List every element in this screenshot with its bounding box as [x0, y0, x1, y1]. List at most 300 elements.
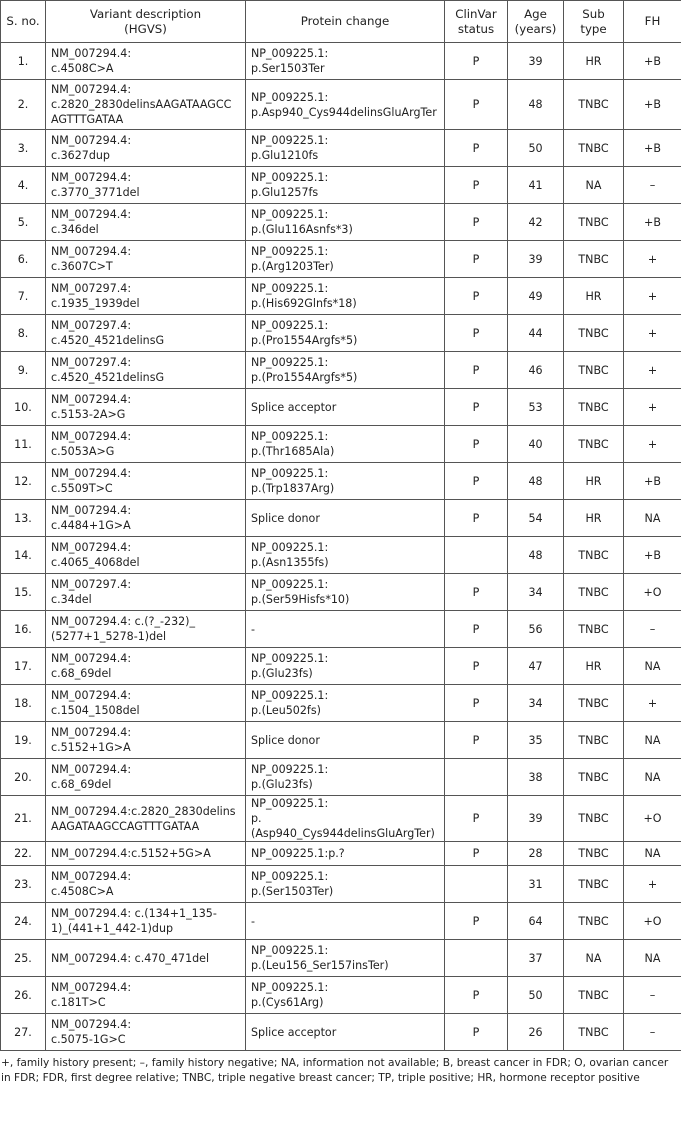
cell-age: [508, 241, 564, 278]
cell-clinvar-line: P: [472, 54, 480, 68]
cell-clinvar: [445, 611, 508, 648]
cell-sno: [1, 977, 46, 1014]
table-row: [1, 167, 681, 204]
cell-sno-line: 4.: [17, 178, 29, 192]
cell-fh: [624, 315, 681, 352]
cell-subtype-line: TNBC: [578, 1025, 609, 1039]
table-row: [1, 426, 681, 463]
col-header-subtype-line1: Sub: [582, 6, 605, 21]
cell-clinvar-line: P: [472, 1025, 480, 1039]
cell-protein-line: Splice donor: [251, 733, 320, 747]
cell-variant-line: AAGATAAGCCAGTTTGATAA: [51, 819, 200, 833]
cell-age: [508, 43, 564, 80]
col-header-age-line2: (years): [514, 21, 557, 36]
cell-fh-line: NA: [644, 847, 661, 860]
cell-variant: [46, 43, 246, 80]
cell-variant-line: NM_007294.4:: [51, 870, 132, 883]
cell-protein-line: p.(Ser59Hisfs*10): [251, 593, 350, 606]
cell-age: [508, 1014, 564, 1051]
cell-variant-line: c.4484+1G>A: [51, 519, 131, 532]
cell-protein-line: p.Ser1503Ter: [251, 62, 325, 75]
cell-protein: [246, 648, 445, 685]
cell-variant-line: NM_007294.4: c.(?_-232)_: [51, 615, 196, 628]
cell-protein-line: NP_009225.1:: [251, 578, 329, 591]
cell-fh-line: +: [647, 696, 658, 710]
cell-subtype: [564, 278, 624, 315]
cell-variant-line: c.1935_1939del: [51, 297, 140, 310]
table-row: [1, 241, 681, 278]
cell-sno-line: 6.: [17, 252, 29, 266]
cell-variant: [46, 463, 246, 500]
cell-fh: [624, 389, 681, 426]
cell-age-line: 38: [528, 770, 543, 784]
cell-protein-line: NP_009225.1:: [251, 981, 329, 994]
cell-protein-line: -: [251, 622, 256, 636]
cell-sno: [1, 389, 46, 426]
cell-age: [508, 315, 564, 352]
cell-protein-line: p.(Leu156_Ser157insTer): [251, 959, 389, 972]
cell-fh-line: NA: [644, 733, 661, 747]
table-row: [1, 685, 681, 722]
cell-clinvar-line: P: [472, 363, 480, 377]
cell-subtype: [564, 241, 624, 278]
cell-protein-line: p.(Leu502fs): [251, 704, 321, 717]
cell-clinvar: [445, 648, 508, 685]
cell-variant-line: c.34del: [51, 593, 92, 606]
cell-protein-line: p.(Asp940_Cys944delinsGluArgTer): [251, 812, 435, 840]
cell-variant-line: c.4520_4521delinsG: [51, 371, 165, 384]
cell-variant-line: AGTTTGATAA: [51, 113, 124, 126]
cell-fh-line: +O: [643, 914, 662, 928]
cell-variant: [46, 352, 246, 389]
cell-fh: [624, 204, 681, 241]
cell-fh-line: +: [647, 326, 658, 340]
cell-fh: [624, 722, 681, 759]
cell-age-line: 64: [528, 914, 543, 928]
cell-variant-line: NM_007294.4:: [51, 652, 132, 665]
cell-variant-line: NM_007297.4:: [51, 319, 132, 332]
cell-age-line: 49: [528, 289, 543, 303]
cell-subtype: [564, 537, 624, 574]
cell-clinvar: [445, 315, 508, 352]
cell-variant: [46, 500, 246, 537]
cell-variant: [46, 722, 246, 759]
cell-sno: [1, 204, 46, 241]
table-row: [1, 43, 681, 80]
cell-subtype: [564, 130, 624, 167]
cell-clinvar-line: P: [472, 474, 480, 488]
cell-subtype-line: TNBC: [578, 770, 609, 784]
cell-variant-line: c.2820_2830delinsAAGATAAGCC: [51, 98, 232, 111]
col-header-clinvar-line2: status: [457, 21, 495, 36]
cell-sno-line: 24.: [14, 914, 32, 928]
cell-clinvar: [445, 80, 508, 130]
cell-age-line: 35: [528, 733, 543, 747]
cell-clinvar-line: P: [472, 511, 480, 525]
cell-clinvar: [445, 685, 508, 722]
table-row: [1, 722, 681, 759]
cell-protein: [246, 574, 445, 611]
cell-age: [508, 866, 564, 903]
cell-subtype: [564, 648, 624, 685]
cell-protein: [246, 389, 445, 426]
table-body: [1, 43, 681, 1051]
cell-variant-line: NM_007294.4: c.(134+1_135-: [51, 907, 217, 920]
cell-variant-line: c.3770_3771del: [51, 186, 140, 199]
cell-fh-line: +O: [643, 585, 662, 599]
col-header-age-line1: Age: [524, 6, 547, 21]
cell-subtype: [564, 204, 624, 241]
cell-sno-line: 7.: [17, 289, 29, 303]
cell-protein: [246, 463, 445, 500]
cell-fh-line: +B: [644, 54, 661, 68]
cell-variant-line: NM_007294.4:: [51, 47, 132, 60]
cell-fh: [624, 278, 681, 315]
cell-variant-line: c.346del: [51, 223, 99, 236]
cell-clinvar-line: P: [472, 585, 480, 599]
cell-fh-line: +: [647, 252, 658, 266]
table-row: [1, 537, 681, 574]
cell-protein: [246, 352, 445, 389]
cell-subtype-line: HR: [585, 54, 602, 68]
cell-sno-line: 8.: [17, 326, 29, 340]
cell-variant: [46, 759, 246, 796]
cell-sno: [1, 759, 46, 796]
cell-age: [508, 537, 564, 574]
cell-subtype: [564, 796, 624, 842]
cell-variant: [46, 866, 246, 903]
cell-variant-line: c.5153-2A>G: [51, 408, 126, 421]
cell-sno: [1, 537, 46, 574]
cell-clinvar-line: P: [472, 437, 480, 451]
cell-variant: [46, 241, 246, 278]
cell-variant-line: c.3627dup: [51, 149, 110, 162]
cell-variant-line: c.68_69del: [51, 667, 112, 680]
cell-protein-line: NP_009225.1:p.?: [251, 847, 345, 860]
cell-sno: [1, 43, 46, 80]
table-row: [1, 940, 681, 977]
cell-protein: [246, 977, 445, 1014]
cell-fh: [624, 352, 681, 389]
cell-clinvar-line: P: [472, 178, 480, 192]
cell-fh-line: +B: [644, 548, 661, 562]
cell-variant-line: c.4508C>A: [51, 885, 114, 898]
cell-subtype-line: HR: [585, 659, 602, 673]
cell-variant: [46, 648, 246, 685]
cell-variant-line: NM_007294.4:: [51, 245, 132, 258]
cell-protein: [246, 940, 445, 977]
cell-subtype-line: TNBC: [578, 812, 609, 825]
cell-sno: [1, 80, 46, 130]
table-row: [1, 796, 681, 842]
cell-age-line: 42: [528, 215, 543, 229]
table-row: [1, 389, 681, 426]
cell-clinvar-line: P: [472, 914, 480, 928]
cell-clinvar: [445, 43, 508, 80]
cell-protein-line: NP_009225.1:: [251, 47, 329, 60]
cell-sno-line: 14.: [14, 548, 32, 562]
cell-sno: [1, 426, 46, 463]
col-header-subtype: [564, 1, 624, 43]
cell-subtype-line: TNBC: [578, 696, 609, 710]
cell-age-line: 44: [528, 326, 543, 340]
cell-subtype: [564, 977, 624, 1014]
cell-sno-line: 9.: [17, 363, 29, 377]
cell-subtype-line: TNBC: [578, 548, 609, 562]
cell-fh: [624, 903, 681, 940]
cell-protein-line: NP_009225.1:: [251, 541, 329, 554]
col-header-subtype-line2: type: [580, 21, 607, 36]
cell-subtype: [564, 167, 624, 204]
col-header-variant: [46, 1, 246, 43]
cell-fh: [624, 130, 681, 167]
cell-protein-line: p.(Arg1203Ter): [251, 260, 334, 273]
cell-variant-line: c.68_69del: [51, 778, 112, 791]
cell-fh: [624, 977, 681, 1014]
table-footnote: +, family history present; –, family history negative; NA, information not available; B, breast cancer in FDR; O, ovarian cancer in FDR; FDR, first degree relative; TNBC, triple negative breast cancer; TP, triple positive; HR, hormone receptor positive: [1, 1057, 669, 1084]
cell-fh: [624, 685, 681, 722]
cell-sno: [1, 463, 46, 500]
cell-fh: [624, 866, 681, 903]
cell-clinvar: [445, 940, 508, 977]
cell-variant-line: NM_007297.4:: [51, 356, 132, 369]
cell-age: [508, 759, 564, 796]
cell-variant-line: NM_007297.4:: [51, 578, 132, 591]
cell-fh-line: –: [649, 178, 656, 192]
cell-protein-line: Splice acceptor: [251, 1025, 337, 1039]
cell-clinvar: [445, 278, 508, 315]
cell-age: [508, 648, 564, 685]
cell-protein: [246, 241, 445, 278]
cell-subtype-line: HR: [585, 289, 602, 303]
cell-variant-line: c.1504_1508del: [51, 704, 140, 717]
cell-protein-line: NP_009225.1:: [251, 356, 329, 369]
cell-sno: [1, 796, 46, 842]
cell-fh: [624, 940, 681, 977]
cell-age: [508, 426, 564, 463]
cell-age-line: 28: [528, 847, 543, 860]
cell-variant-line: c.5152+1G>A: [51, 741, 131, 754]
cell-fh-line: +: [647, 877, 658, 891]
cell-clinvar-line: P: [472, 400, 480, 414]
table-row: [1, 500, 681, 537]
cell-clinvar: [445, 537, 508, 574]
cell-age-line: 31: [528, 877, 543, 891]
cell-fh: [624, 167, 681, 204]
cell-variant: [46, 1014, 246, 1051]
cell-sno-line: 17.: [14, 659, 32, 673]
cell-fh-line: +B: [644, 215, 661, 229]
cell-protein: [246, 903, 445, 940]
cell-sno: [1, 352, 46, 389]
cell-subtype-line: TNBC: [578, 622, 609, 636]
cell-sno-line: 26.: [14, 988, 32, 1002]
cell-clinvar: [445, 866, 508, 903]
cell-fh-line: NA: [644, 511, 661, 525]
cell-protein-line: NP_009225.1:: [251, 134, 329, 147]
col-header-variant-line2: (HGVS): [124, 21, 167, 36]
cell-sno: [1, 130, 46, 167]
cell-fh: [624, 611, 681, 648]
cell-variant-line: NM_007294.4:c.2820_2830delins: [51, 804, 236, 818]
cell-clinvar-line: P: [472, 847, 480, 860]
cell-protein: [246, 204, 445, 241]
cell-age-line: 41: [528, 178, 543, 192]
cell-sno: [1, 167, 46, 204]
cell-protein-line: p.(Asn1355fs): [251, 556, 329, 569]
cell-fh: [624, 796, 681, 842]
cell-sno-line: 10.: [14, 400, 32, 414]
cell-variant-line: NM_007294.4:: [51, 541, 132, 554]
cell-sno-line: 16.: [14, 622, 32, 636]
cell-variant: [46, 389, 246, 426]
cell-sno-line: 27.: [14, 1025, 32, 1039]
cell-variant: [46, 574, 246, 611]
cell-sno: [1, 903, 46, 940]
cell-fh: [624, 241, 681, 278]
table-row: [1, 611, 681, 648]
cell-sno: [1, 315, 46, 352]
table-row: [1, 648, 681, 685]
cell-subtype: [564, 352, 624, 389]
cell-fh-line: –: [649, 622, 656, 636]
cell-subtype: [564, 463, 624, 500]
cell-fh-line: +: [647, 363, 658, 377]
cell-protein-line: p.Glu1210fs: [251, 149, 319, 162]
cell-variant: [46, 685, 246, 722]
cell-subtype-line: TNBC: [578, 326, 609, 340]
table-row: [1, 315, 681, 352]
cell-protein-line: p.(Pro1554Argfs*5): [251, 334, 358, 347]
cell-protein-line: p.(Thr1685Ala): [251, 445, 335, 458]
cell-protein: [246, 43, 445, 80]
cell-protein-line: p.(Ser1503Ter): [251, 885, 334, 898]
col-header-age: [508, 1, 564, 43]
cell-variant-line: c.5509T>C: [51, 482, 113, 495]
cell-protein-line: p.(His692Glnfs*18): [251, 297, 357, 310]
cell-sno: [1, 241, 46, 278]
cell-protein-line: NP_009225.1:: [251, 467, 329, 480]
cell-protein: [246, 611, 445, 648]
cell-subtype: [564, 500, 624, 537]
cell-variant-line: NM_007294.4:: [51, 134, 132, 147]
cell-sno: [1, 842, 46, 866]
cell-clinvar: [445, 167, 508, 204]
cell-age-line: 47: [528, 659, 543, 673]
cell-age-line: 39: [528, 252, 543, 266]
cell-subtype: [564, 685, 624, 722]
cell-variant: [46, 611, 246, 648]
cell-variant-line: NM_007294.4:: [51, 763, 132, 776]
cell-age-line: 48: [528, 98, 543, 111]
cell-subtype: [564, 842, 624, 866]
cell-variant-line: NM_007294.4:c.5152+5G>A: [51, 847, 211, 860]
cell-subtype-line: NA: [585, 178, 602, 192]
cell-protein-line: p.Asp940_Cys944delinsGluArgTer: [251, 105, 437, 119]
table-row: [1, 80, 681, 130]
cell-variant: [46, 796, 246, 842]
cell-subtype: [564, 722, 624, 759]
cell-age: [508, 352, 564, 389]
cell-age: [508, 685, 564, 722]
cell-variant-line: NM_007294.4:: [51, 467, 132, 480]
cell-fh: [624, 426, 681, 463]
cell-subtype-line: NA: [585, 951, 602, 965]
cell-protein-line: NP_009225.1:: [251, 652, 329, 665]
cell-clinvar: [445, 389, 508, 426]
cell-variant-line: c.181T>C: [51, 996, 106, 1009]
cell-protein: [246, 167, 445, 204]
cell-sno: [1, 1014, 46, 1051]
cell-subtype-line: TNBC: [578, 252, 609, 266]
cell-subtype-line: TNBC: [578, 98, 609, 111]
cell-protein: [246, 1014, 445, 1051]
cell-variant-line: c.5053A>G: [51, 445, 115, 458]
cell-sno: [1, 500, 46, 537]
cell-clinvar: [445, 241, 508, 278]
cell-variant-line: NM_007294.4:: [51, 726, 132, 739]
cell-subtype-line: TNBC: [578, 437, 609, 451]
table-row: [1, 842, 681, 866]
cell-age: [508, 278, 564, 315]
cell-sno: [1, 278, 46, 315]
cell-protein: [246, 842, 445, 866]
cell-subtype-line: TNBC: [578, 215, 609, 229]
cell-variant-line: c.4520_4521delinsG: [51, 334, 165, 347]
cell-protein-line: NP_009225.1:: [251, 763, 329, 776]
cell-protein: [246, 866, 445, 903]
cell-clinvar-line: P: [472, 622, 480, 636]
col-header-protein: Protein change: [246, 1, 445, 43]
cell-variant-line: NM_007294.4:: [51, 981, 132, 994]
cell-age: [508, 940, 564, 977]
cell-sno: [1, 685, 46, 722]
cell-sno-line: 13.: [14, 511, 32, 525]
cell-subtype: [564, 389, 624, 426]
cell-age: [508, 611, 564, 648]
cell-variant: [46, 903, 246, 940]
cell-subtype-line: TNBC: [578, 914, 609, 928]
cell-fh: [624, 537, 681, 574]
cell-protein: [246, 796, 445, 842]
cell-variant-line: (5277+1_5278-1)del: [51, 630, 167, 643]
cell-protein-line: NP_009225.1:: [251, 797, 329, 810]
cell-subtype-line: HR: [585, 511, 602, 525]
cell-clinvar: [445, 759, 508, 796]
cell-subtype: [564, 1014, 624, 1051]
cell-sno-line: 22.: [14, 847, 32, 860]
cell-age: [508, 500, 564, 537]
cell-protein-line: Splice acceptor: [251, 400, 337, 414]
cell-age: [508, 722, 564, 759]
cell-sno-line: 21.: [14, 812, 32, 825]
cell-fh: [624, 842, 681, 866]
cell-clinvar-line: P: [472, 988, 480, 1002]
cell-age: [508, 80, 564, 130]
cell-protein-line: NP_009225.1:: [251, 944, 329, 957]
cell-age: [508, 796, 564, 842]
cell-variant: [46, 940, 246, 977]
cell-fh: [624, 648, 681, 685]
cell-protein-line: NP_009225.1:: [251, 319, 329, 332]
table-row: [1, 866, 681, 903]
cell-subtype: [564, 759, 624, 796]
cell-age: [508, 574, 564, 611]
cell-subtype-line: TNBC: [578, 847, 609, 860]
cell-protein-line: NP_009225.1:: [251, 689, 329, 702]
cell-variant: [46, 204, 246, 241]
cell-age-line: 26: [528, 1025, 543, 1039]
